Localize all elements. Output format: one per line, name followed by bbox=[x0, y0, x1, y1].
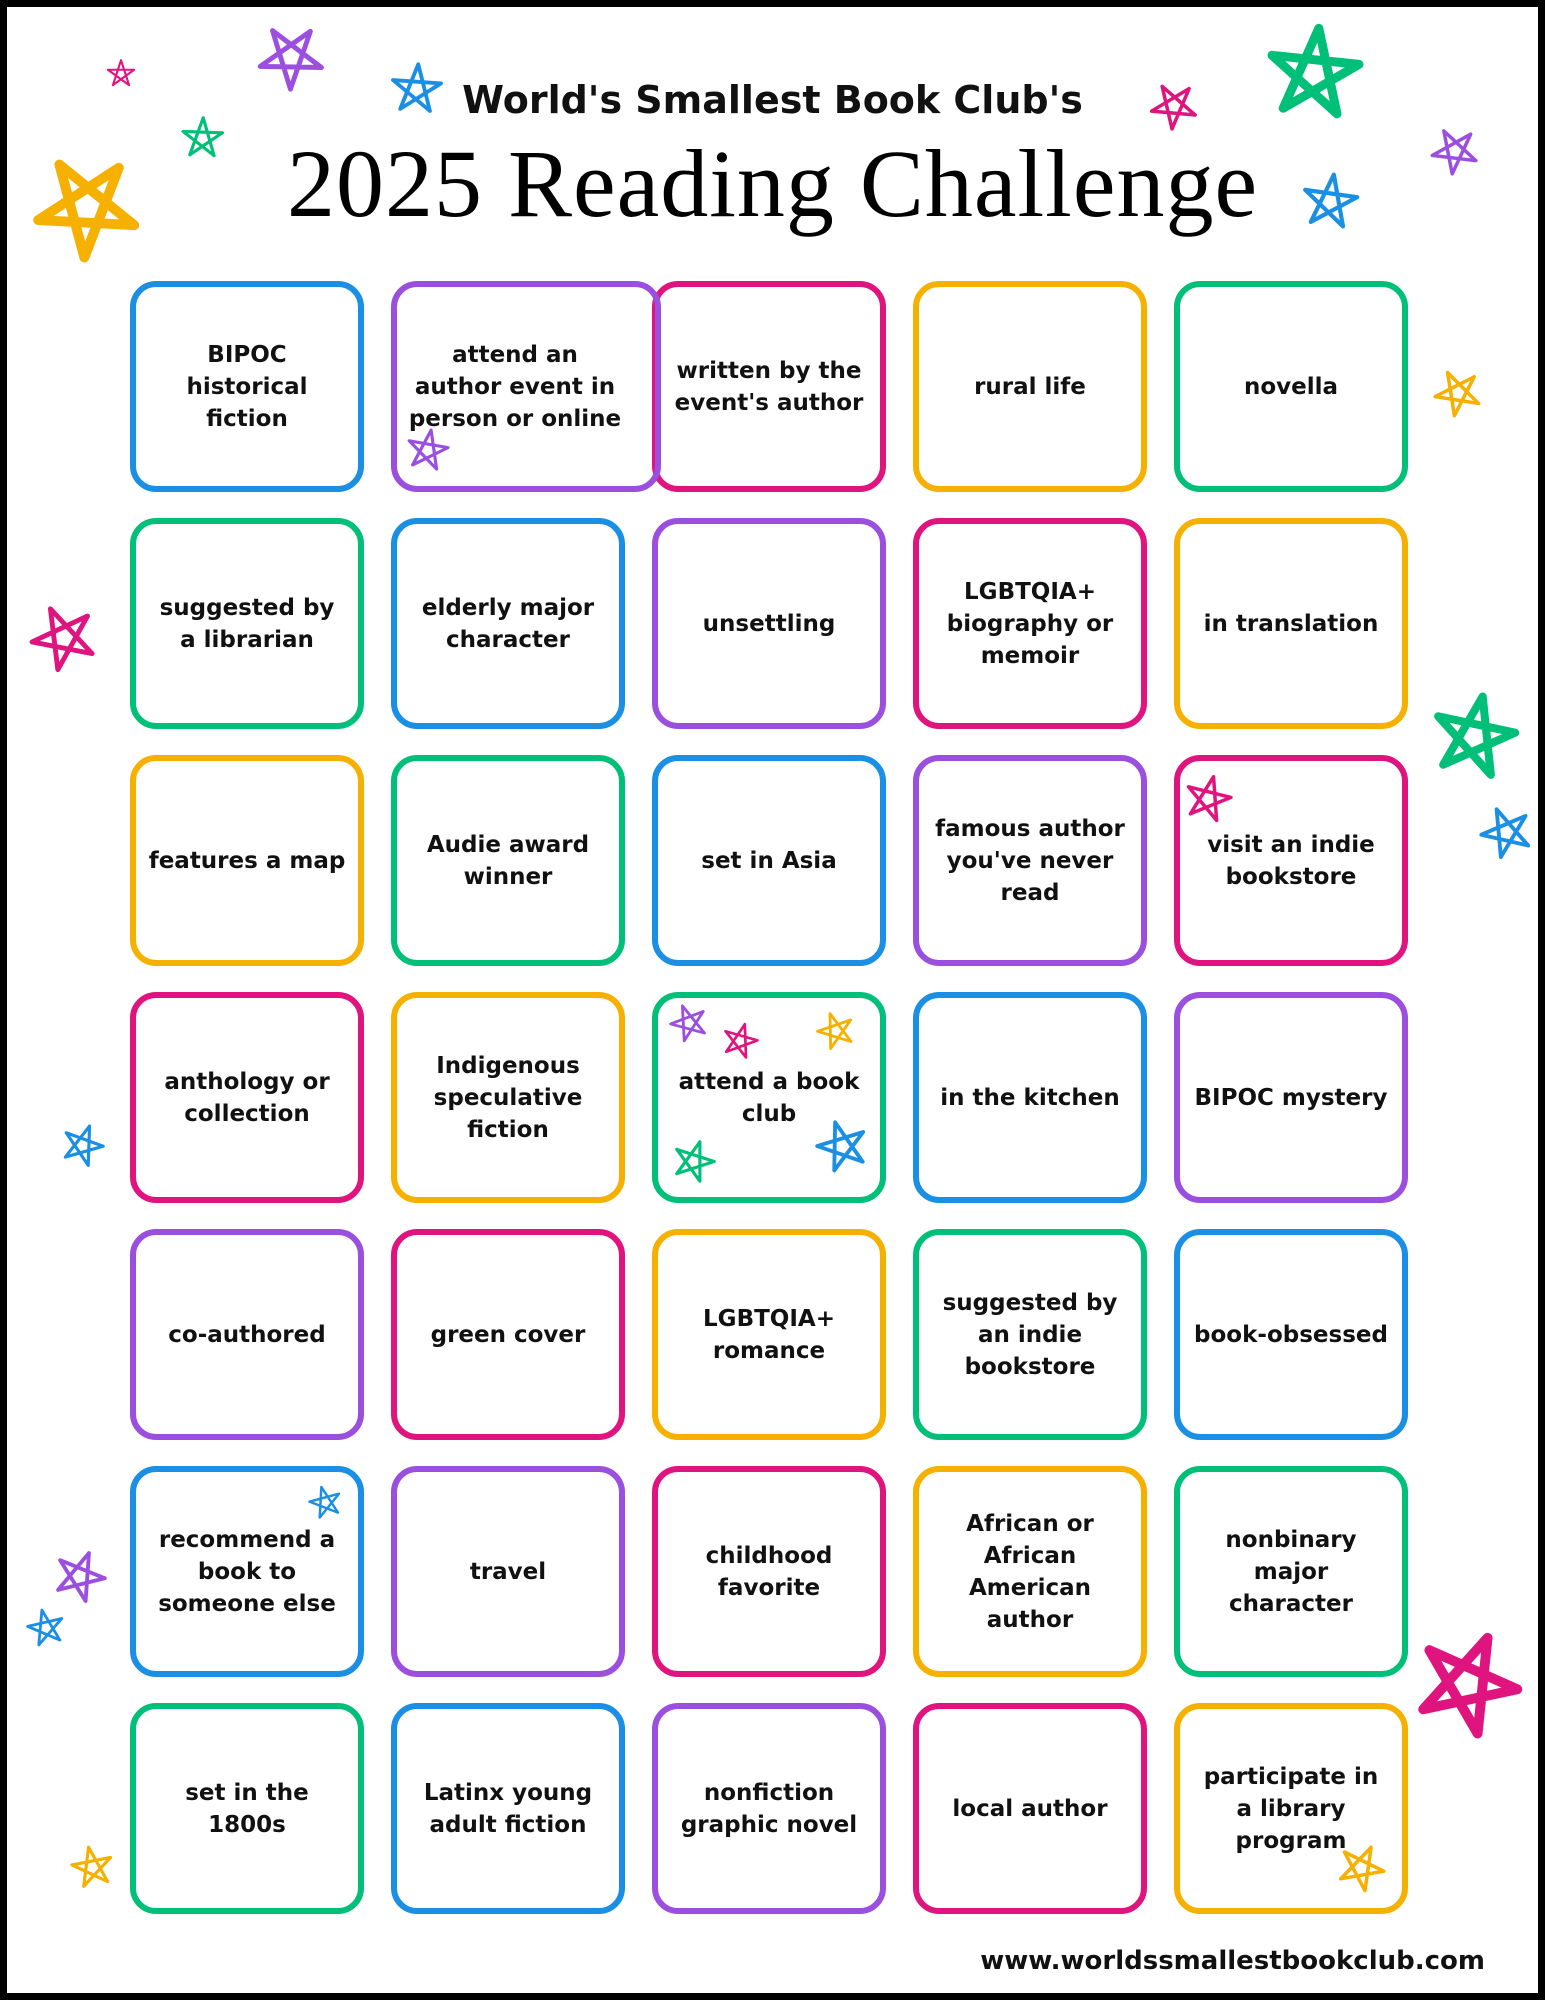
challenge-square[interactable] bbox=[130, 992, 364, 1203]
challenge-square[interactable] bbox=[1174, 1229, 1408, 1440]
challenge-square[interactable] bbox=[1174, 518, 1408, 729]
challenge-square[interactable] bbox=[913, 755, 1147, 966]
challenge-label: features a map bbox=[148, 847, 346, 874]
challenge-square[interactable] bbox=[391, 518, 625, 729]
challenge-square[interactable] bbox=[1174, 1466, 1408, 1677]
challenge-square[interactable] bbox=[1174, 992, 1408, 1203]
challenge-label: recommend a book to someone else bbox=[158, 1526, 336, 1617]
challenge-square[interactable] bbox=[652, 1466, 886, 1677]
star-icon bbox=[1429, 692, 1519, 782]
star-icon bbox=[1183, 774, 1233, 824]
challenge-label: attend an author event in person or online bbox=[408, 341, 622, 432]
star-icon bbox=[52, 1549, 107, 1604]
challenge-square[interactable] bbox=[130, 518, 364, 729]
challenge-label: BIPOC mystery bbox=[1194, 1084, 1388, 1111]
challenge-square[interactable] bbox=[130, 755, 364, 966]
star-icon bbox=[405, 428, 450, 473]
challenge-label: attend a book club bbox=[678, 1068, 860, 1127]
star-icon bbox=[1300, 172, 1360, 232]
challenge-square[interactable] bbox=[130, 1229, 364, 1440]
challenge-square[interactable] bbox=[652, 755, 886, 966]
challenge-label: unsettling bbox=[702, 610, 836, 637]
challenge-label: famous author you've never read bbox=[935, 815, 1125, 906]
challenge-square[interactable] bbox=[391, 1229, 625, 1440]
challenge-label: set in the 1800s bbox=[185, 1779, 309, 1838]
challenge-square[interactable] bbox=[913, 1229, 1147, 1440]
challenge-label: rural life bbox=[974, 373, 1086, 400]
challenge-label: written by the event's author bbox=[674, 357, 864, 416]
star-icon bbox=[106, 59, 136, 89]
challenge-label: set in Asia bbox=[701, 847, 837, 874]
star-icon bbox=[816, 1011, 856, 1051]
challenge-label: Indigenous speculative fiction bbox=[433, 1052, 583, 1143]
challenge-square[interactable] bbox=[130, 281, 364, 492]
challenge-label: visit an indie bookstore bbox=[1207, 831, 1375, 890]
star-icon bbox=[32, 152, 142, 262]
challenge-square[interactable] bbox=[913, 518, 1147, 729]
challenge-label: in translation bbox=[1203, 610, 1379, 637]
star-icon bbox=[721, 1022, 759, 1060]
challenge-square[interactable] bbox=[1174, 281, 1408, 492]
club-name-heading: World's Smallest Book Club's bbox=[462, 78, 1083, 122]
challenge-square[interactable] bbox=[913, 992, 1147, 1203]
challenge-label: African or African American author bbox=[966, 1510, 1094, 1633]
star-icon bbox=[1479, 805, 1534, 860]
challenge-label: nonfiction graphic novel bbox=[680, 1779, 858, 1838]
star-icon bbox=[29, 603, 99, 673]
challenge-label: suggested by a librarian bbox=[159, 594, 335, 653]
star-icon bbox=[60, 1123, 105, 1168]
challenge-label: nonbinary major character bbox=[1225, 1526, 1357, 1617]
challenge-square[interactable] bbox=[913, 1466, 1147, 1677]
challenge-label: BIPOC historical fiction bbox=[186, 341, 308, 432]
star-icon bbox=[1264, 24, 1364, 124]
star-icon bbox=[669, 1003, 709, 1043]
challenge-label: book-obsessed bbox=[1194, 1321, 1388, 1348]
star-icon bbox=[1149, 81, 1199, 131]
challenge-square[interactable] bbox=[913, 281, 1147, 492]
challenge-label: anthology or collection bbox=[164, 1068, 330, 1127]
challenge-square[interactable] bbox=[391, 1466, 625, 1677]
challenge-label: novella bbox=[1243, 373, 1339, 400]
challenge-label: childhood favorite bbox=[705, 1542, 833, 1601]
challenge-label: Latinx young adult fiction bbox=[423, 1779, 593, 1838]
challenge-square[interactable] bbox=[391, 992, 625, 1203]
star-icon bbox=[70, 1845, 115, 1890]
star-icon bbox=[26, 1608, 66, 1648]
challenge-label: co-authored bbox=[168, 1321, 326, 1348]
star-icon bbox=[1412, 1629, 1522, 1739]
challenge-square[interactable] bbox=[652, 1703, 886, 1914]
star-icon bbox=[256, 22, 326, 92]
website-url: www.worldssmallestbookclub.com bbox=[980, 1946, 1485, 1976]
star-icon bbox=[389, 62, 444, 117]
challenge-square[interactable] bbox=[391, 755, 625, 966]
challenge-label: green cover bbox=[430, 1321, 586, 1348]
challenge-square[interactable] bbox=[391, 1703, 625, 1914]
star-icon bbox=[1336, 1843, 1386, 1893]
star-icon bbox=[815, 1119, 870, 1174]
star-icon bbox=[308, 1485, 343, 1520]
challenge-label: LGBTQIA+ romance bbox=[703, 1305, 835, 1364]
challenge-square[interactable] bbox=[130, 1703, 364, 1914]
challenge-label: local author bbox=[952, 1795, 1108, 1822]
challenge-label: participate in a library program bbox=[1203, 1763, 1379, 1854]
challenge-square[interactable] bbox=[652, 1229, 886, 1440]
challenge-square[interactable] bbox=[913, 1703, 1147, 1914]
challenge-square[interactable] bbox=[652, 281, 886, 492]
challenge-label: in the kitchen bbox=[940, 1084, 1120, 1111]
star-icon bbox=[180, 116, 225, 161]
challenge-label: suggested by an indie bookstore bbox=[942, 1289, 1118, 1380]
challenge-label: elderly major character bbox=[421, 594, 595, 653]
page-title: 2025 Reading Challenge bbox=[286, 130, 1259, 237]
challenge-label: Audie award winner bbox=[426, 831, 590, 890]
star-icon bbox=[671, 1139, 716, 1184]
star-icon bbox=[1430, 126, 1480, 176]
challenge-square[interactable] bbox=[652, 518, 886, 729]
challenge-label: LGBTQIA+ biography or memoir bbox=[946, 578, 1114, 669]
star-icon bbox=[1433, 368, 1483, 418]
challenge-label: travel bbox=[469, 1558, 547, 1585]
